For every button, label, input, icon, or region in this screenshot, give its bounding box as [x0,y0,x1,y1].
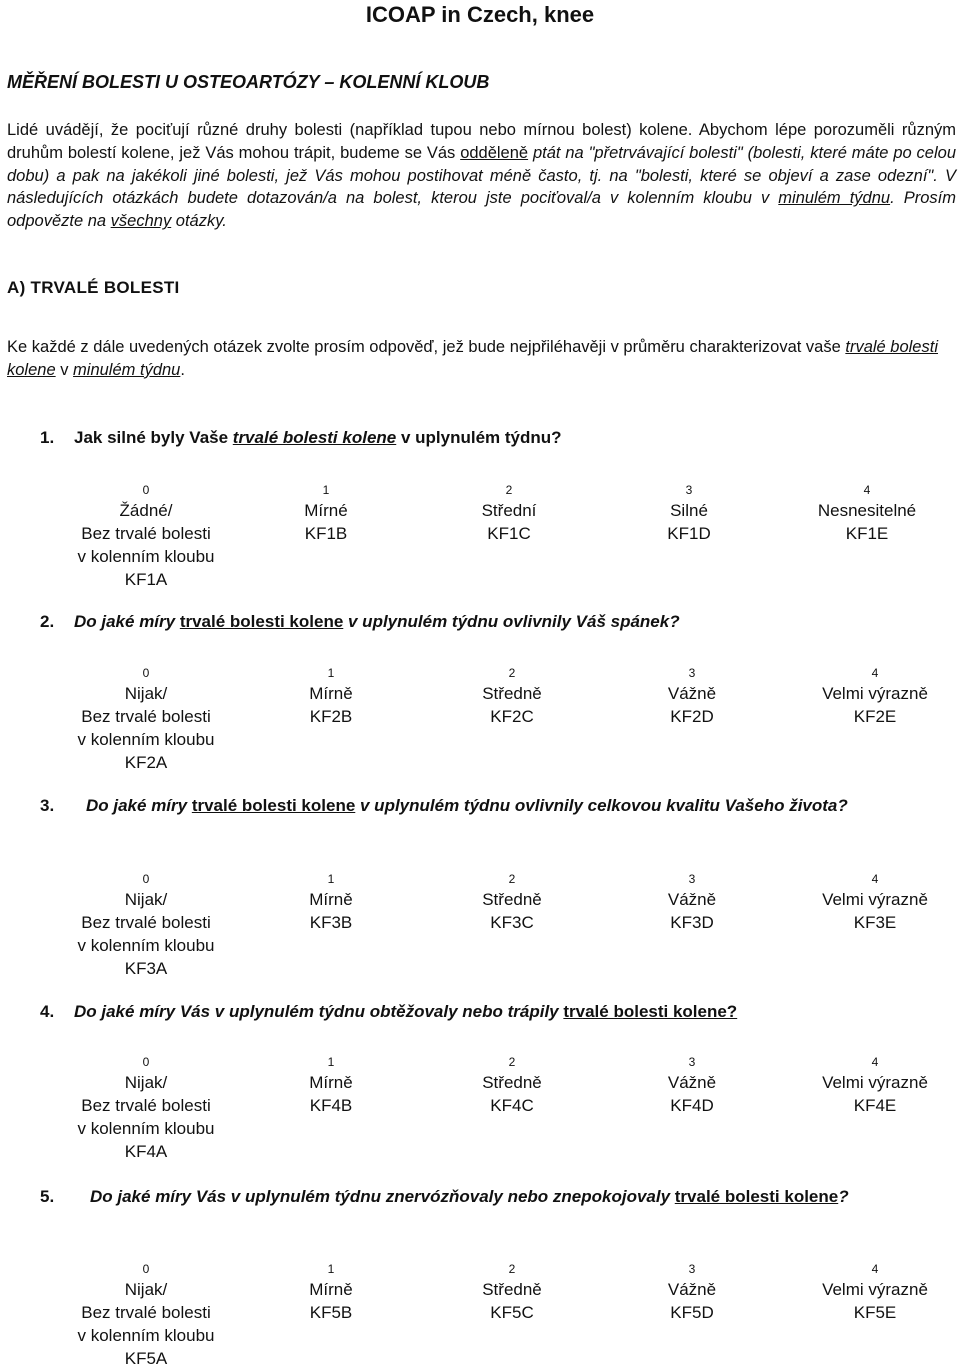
option-code: KF3C [490,913,534,932]
question-text: Do jaké míry Vás v uplynulém týdnu znervózňovaly nebo znepokojovaly [90,1187,675,1206]
option-label: Bez trvalé bolesti [81,707,211,726]
option-label: Středně [482,684,542,703]
question-text: Do jaké míry [74,612,180,631]
question-5 [40,1186,956,1208]
option-code: KF1E [845,524,889,543]
option-code: KF5E [853,1303,897,1322]
question-number: 1. [40,428,55,447]
intro-text-3: . Prosím odpovězte na [7,189,956,231]
option-score: 4 [871,1262,879,1276]
option-code: KF4A [124,1142,168,1161]
option-label: Bez trvalé bolesti [81,524,211,543]
instr-text-a: Ke každé z dále uvedených otázek zvolte prosím odpověď, jež bude nejpřiléhavěji v průměru charakterizovat vaše [7,338,846,356]
instr-emphasis-pain: trvalé bolesti kolene [7,338,938,379]
question-emphasis: trvalé bolesti kolene [232,428,397,447]
option-label: Vážně [667,890,717,909]
section-heading: A) TRVALÉ BOLESTI [7,278,180,297]
option-score: 4 [871,1055,879,1069]
questionnaire-heading: MĚŘENÍ BOLESTI U OSTEOARTÓZY – KOLENNÍ KLOUB [7,72,490,92]
option-score: 1 [322,483,330,497]
option-score: 4 [871,872,879,886]
option-score: 2 [508,1262,516,1276]
intro-emphasis-all: všechny [110,212,172,231]
option-score: 1 [327,1262,335,1276]
question-emphasis: trvalé bolesti kolene? [563,1002,738,1021]
intro-text-2: ptát na "přetrvávající bolesti" (bolesti, které máte po celou dobu) a pak na jakékoli jiné bolesti, jež Vás mohou postihovat méně často, tj. na "bolesti, které se objeví a zase odezní". V následujících otázkách budete dotazován/a na bolest, kterou jste pociťoval/a v kolenním kloubu v [7,143,956,208]
intro-text-1: Lidé uvádějí, že pociťují různé druhy bolesti (například tupou nebo mírnou bolest) kolene. Abychom lépe porozuměli různým druhům bolestí kolene, jež Vás mohou trápit, budeme se Vás [7,121,956,162]
question-text: Do jaké míry Vás v uplynulém týdnu obtěžovaly nebo trápily [74,1002,564,1021]
answer-option[interactable] [765,872,960,934]
option-score: 0 [142,666,150,680]
option-code: KF1C [487,524,531,543]
option-label: v kolenním kloubu [77,1119,215,1138]
option-score: 3 [685,483,693,497]
option-code: KF1D [667,524,711,543]
option-code: KF5C [490,1303,534,1322]
option-code: KF3D [670,913,714,932]
option-code: KF5D [670,1303,714,1322]
option-label: Bez trvalé bolesti [81,913,211,932]
question-text-end: v uplynulém týdnu ovlivnily Váš spánek? [343,612,680,631]
option-score: 2 [508,872,516,886]
intro-paragraph [7,119,956,233]
option-score: 2 [508,1055,516,1069]
option-code: KF4B [309,1096,353,1115]
option-label: v kolenním kloubu [77,547,215,566]
option-label: Mírně [309,1280,353,1299]
option-label: Nijak/ [124,890,168,909]
option-label: Nesnesitelné [817,501,917,520]
answer-option[interactable] [765,1055,960,1117]
question-emphasis: trvalé bolesti kolene [179,612,344,631]
option-score: 3 [688,1262,696,1276]
option-code: KF2E [853,707,897,726]
question-number: 4. [40,1002,55,1021]
option-score: 1 [327,872,335,886]
option-label: Bez trvalé bolesti [81,1303,211,1322]
option-score: 0 [142,483,150,497]
option-label: Silné [670,501,708,520]
option-label: v kolenním kloubu [77,730,215,749]
option-code: KF2C [490,707,534,726]
instructions-paragraph [7,336,956,382]
option-label: Mírné [304,501,348,520]
intro-emphasis-last-week: minulém týdnu [778,189,891,208]
answer-option[interactable] [765,666,960,728]
option-label: Nijak/ [124,1073,168,1092]
option-label: Mírně [309,1073,353,1092]
question-number: 5. [40,1187,55,1206]
option-score: 2 [505,483,513,497]
option-label: Mírně [309,890,353,909]
option-code: KF4D [670,1096,714,1115]
option-label: Žádné/ [119,501,173,520]
question-number: 2. [40,612,55,631]
option-code: KF1A [124,570,168,589]
question-3 [40,795,956,817]
instr-text-c: . [180,360,185,379]
option-label: v kolenním kloubu [77,1326,215,1345]
question-text-end: v uplynulém týdnu? [396,428,562,447]
option-code: KF1B [304,524,348,543]
question-emphasis: trvalé bolesti kolene [191,796,356,815]
question-text-end: ? [838,1187,849,1206]
option-score: 1 [327,1055,335,1069]
option-code: KF3E [853,913,897,932]
option-code: KF3B [309,913,353,932]
option-score: 0 [142,1262,150,1276]
option-label: Nijak/ [124,1280,168,1299]
intro-text-4: otázky. [171,212,227,231]
option-label: Vážně [667,1280,717,1299]
option-label: Velmi výrazně [822,1073,928,1092]
option-label: Vážně [667,684,717,703]
instr-text-b: v [55,360,74,379]
option-score: 3 [688,872,696,886]
option-label: Nijak/ [124,684,168,703]
option-code: KF5B [309,1303,353,1322]
option-code: KF5A [124,1349,168,1368]
option-code: KF4E [853,1096,897,1115]
question-number: 3. [40,796,55,815]
document-title: ICOAP in Czech, knee [365,2,595,27]
question-text: Do jaké míry [86,796,192,815]
option-code: KF3A [124,959,168,978]
option-label: v kolenním kloubu [77,936,215,955]
question-4 [40,1001,956,1023]
instr-emphasis-week: minulém týdnu [73,360,181,379]
option-label: Velmi výrazně [822,1280,928,1299]
question-text: Jak silné byly Vaše [74,428,233,447]
question-2 [40,611,956,633]
option-score: 0 [142,872,150,886]
question-1 [40,427,956,449]
intro-emphasis-separately: odděleně [460,143,529,162]
option-label: Středně [482,890,542,909]
option-code: KF4C [490,1096,534,1115]
option-score: 4 [863,483,871,497]
option-score: 4 [871,666,879,680]
option-label: Středně [482,1073,542,1092]
option-label: Mírně [309,684,353,703]
option-label: Středně [482,1280,542,1299]
option-score: 3 [688,666,696,680]
option-score: 0 [142,1055,150,1069]
option-code: KF2B [309,707,353,726]
option-code: KF2D [670,707,714,726]
option-label: Velmi výrazně [822,684,928,703]
option-score: 1 [327,666,335,680]
answer-option[interactable] [765,1262,960,1324]
option-label: Střední [481,501,537,520]
option-label: Velmi výrazně [822,890,928,909]
question-emphasis: trvalé bolesti kolene [674,1187,839,1206]
answer-option[interactable] [757,483,960,545]
question-text-end: v uplynulém týdnu ovlivnily celkovou kvalitu Vašeho života? [355,796,848,815]
option-score: 3 [688,1055,696,1069]
option-code: KF2A [124,753,168,772]
option-label: Vážně [667,1073,717,1092]
option-score: 2 [508,666,516,680]
option-label: Bez trvalé bolesti [81,1096,211,1115]
